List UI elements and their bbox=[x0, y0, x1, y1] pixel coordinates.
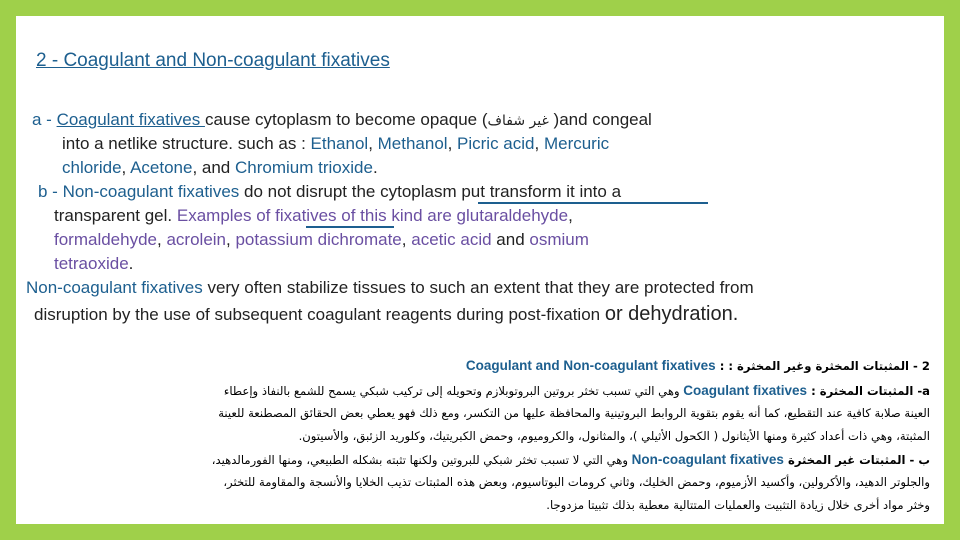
example-picric-acid: Picric acid bbox=[457, 134, 535, 153]
sep: , bbox=[368, 134, 378, 153]
para-b-label: b - bbox=[38, 182, 63, 201]
para-a-line2-text: into a netlike structure. such as : bbox=[62, 134, 311, 153]
para-b-line2b: Examples of fixatives of this kind are bbox=[176, 206, 457, 225]
para-a-text2: )and congeal bbox=[548, 110, 652, 129]
and: and bbox=[491, 230, 530, 249]
para-c-line2 bbox=[34, 302, 738, 327]
slide-title bbox=[36, 50, 390, 72]
sep: , bbox=[401, 230, 412, 249]
sep: , bbox=[447, 134, 458, 153]
example-ethanol: Ethanol bbox=[310, 134, 369, 153]
sep: , bbox=[121, 158, 131, 177]
title-prefix: 2 - bbox=[36, 50, 64, 71]
para-c-text1: very often stabilize tissues to such an extent that they are protected from bbox=[202, 278, 754, 297]
example-acetic-acid: acetic acid bbox=[411, 230, 492, 249]
example-glutaraldehyde: glutaraldehyde bbox=[456, 206, 569, 225]
example-mercuric: Mercuric bbox=[543, 134, 610, 153]
para-a-arabic-opaque: غير شفاف bbox=[487, 113, 549, 129]
arabic-heading-term: Coagulant and Non-coagulant fixatives bbox=[465, 358, 716, 373]
para-b-line2a: transparent gel. bbox=[54, 206, 177, 225]
para-b-line4 bbox=[54, 252, 133, 276]
example-formaldehyde: formaldehyde bbox=[54, 230, 158, 249]
para-c-line1 bbox=[26, 276, 754, 300]
para-a-term: Coagulant fixatives bbox=[56, 110, 205, 129]
title-main: Coagulant and Non-coagulant fixatives bbox=[63, 50, 390, 71]
para-a-line1 bbox=[32, 108, 652, 133]
arabic-b-label: ب - المثبتات غير المخثرة bbox=[783, 453, 930, 467]
example-chromium-trioxide: Chromium trioxide bbox=[235, 158, 373, 177]
para-b-line2 bbox=[54, 204, 573, 228]
arabic-a-label: a- المثبتات المخثرة : bbox=[807, 384, 930, 398]
arabic-line-5 bbox=[40, 449, 930, 471]
arabic-a-term: Coagulant fixatives bbox=[683, 383, 808, 398]
example-chloride: chloride bbox=[62, 158, 122, 177]
example-tetraoxide: tetraoxide bbox=[54, 254, 129, 273]
example-acetone: Acetone bbox=[130, 158, 193, 177]
period: . bbox=[372, 158, 378, 177]
example-methanol: Methanol bbox=[377, 134, 448, 153]
arabic-a-text: وهي التي تسبب تخثر بروتين البروتوبلازم وتحويله إلى تركيب شبكي يسمح للشمع بالنفاذ وإعطاء bbox=[223, 384, 684, 398]
sep: , bbox=[534, 134, 544, 153]
arabic-line-2 bbox=[40, 380, 930, 402]
para-b-text1: do not disrupt the cytoplasm put transform it into a bbox=[239, 182, 622, 201]
sep: , bbox=[568, 206, 573, 225]
arabic-line-3: العينة صلابة كافية عند التقطيع، كما أنه يقوم بتقوية الروابط البروتينية والمحافظة عليها من التكسر، ومع ذلك فهو يعطي بعض الحقائق المصطنعة للعينة bbox=[218, 406, 930, 420]
para-a-line3 bbox=[62, 156, 378, 180]
para-a-text1: cause cytoplasm to become opaque ( bbox=[204, 110, 488, 129]
arabic-b-term: Non-coagulant fixatives bbox=[631, 452, 784, 467]
para-b-line1 bbox=[38, 180, 621, 204]
para-b-line3 bbox=[54, 228, 589, 252]
para-a-label: a - bbox=[32, 110, 57, 129]
period: . bbox=[128, 254, 134, 273]
para-c-term: Non-coagulant fixatives bbox=[26, 278, 203, 297]
sep-and: , and bbox=[192, 158, 235, 177]
arabic-line-6: والجلوتر الدهيد، والأكرولين، وأكسيد الأزميوم، وحمض الخليك، وثاني كرومات البوتاسيوم، وبعض هذه المثبتات تذيب الخلايا والأنسجة والمقاومة للتخثر، bbox=[223, 475, 930, 489]
arabic-heading: 2 - المثبتات المخثرة وغير المخثرة : : bbox=[715, 359, 930, 373]
example-osmium: osmium bbox=[529, 230, 589, 249]
sep: , bbox=[226, 230, 236, 249]
para-a-line2 bbox=[62, 132, 609, 156]
para-c-text3: or dehydration. bbox=[604, 303, 739, 325]
arabic-line-1 bbox=[40, 355, 930, 377]
para-b-term: Non-coagulant fixatives bbox=[62, 182, 240, 201]
para-c-text2: disruption by the use of subsequent coagulant reagents during post-fixation bbox=[34, 305, 605, 324]
arabic-line-7: وخثر مواد أخرى خلال زيادة التثبيت والعمليات المتتالية معطية بذلك تثبيتا مزدوجا. bbox=[546, 498, 930, 512]
arabic-line-4: المثبتة، وهي ذات أعداد كثيرة ومنها الأيثانول ( الكحول الأثيلي )، والمثانول، والكروميوم، وحمض الكبريتيك، وكلوريد الزئبق، والأسيتون. bbox=[298, 429, 930, 443]
example-potassium-dichromate: potassium dichromate bbox=[235, 230, 402, 249]
sep: , bbox=[157, 230, 167, 249]
example-acrolein: acrolein bbox=[166, 230, 227, 249]
arabic-b-text: وهي التي لا تسبب تخثر شبكي للبروتين ولكنها تثبته بشكله الطبيعي، ومنها الفورمالدهيد، bbox=[211, 453, 632, 467]
